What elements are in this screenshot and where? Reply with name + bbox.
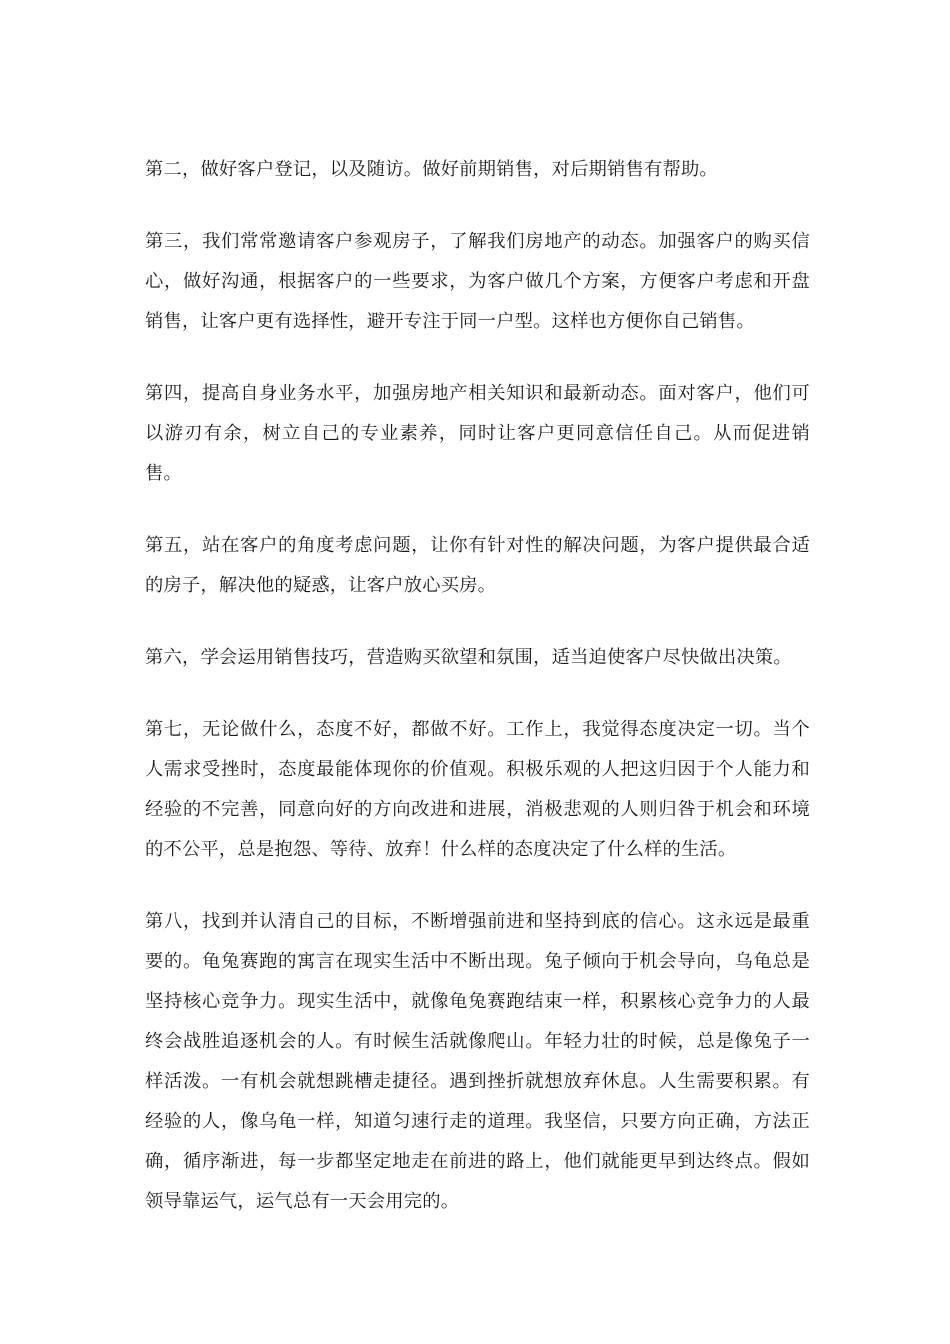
paragraph-5: 第五，站在客户的角度考虑问题，让你有针对性的解决问题，为客户提供最合适的房子，解决他的疑惑，让客户放心买房。 — [145, 535, 810, 596]
paragraph-2: 第二，做好客户登记，以及随访。做好前期销售，对后期销售有帮助。 — [145, 159, 718, 180]
paragraph-6: 第六，学会运用销售技巧，营造购买欲望和氛围，适当迫使客户尽快做出决策。 — [145, 647, 792, 668]
paragraph-3: 第三，我们常常邀请客户参观房子，了解我们房地产的动态。加强客户的购买信心，做好沟通，根据客户的一些要求，为客户做几个方案，方便客户考虑和开盘销售，让客户更有选择性，避开专注于同一户型。这样也方便你自己销售。 — [145, 231, 810, 332]
paragraph-8: 第八，找到并认清自己的目标，不断增强前进和坚持到底的信心。这永远是最重要的。龟兔赛跑的寓言在现实生活中不断出现。兔子倾向于机会导向，乌龟总是坚持核心竞争力。现实生活中，就像龟兔赛跑结束一样，积累核心竞争力的人最终会战胜追逐机会的人。有时候生活就像爬山。年轻力壮的时候，总是像兔子一样活泼。一有机会就想跳槽走捷径。遇到挫折就想放弃休息。人生需要积累。有经验的人，像乌龟一样，知道匀速行走的道理。我坚信，只要方向正确，方法正确，循序渐进，每一步都坚定地走在前进的路上，他们就能更早到达终点。假如领导靠运气，运气总有一天会用完的。 — [145, 911, 810, 1212]
paragraph-7: 第七，无论做什么，态度不好，都做不好。工作上，我觉得态度决定一切。当个人需求受挫时，态度最能体现你的价值观。积极乐观的人把这归因于个人能力和经验的不完善，同意向好的方向改进和进展，消极悲观的人则归咎于机会和环境的不公平，总是抱怨、等待、放弃！什么样的态度决定了什么样的生活。 — [145, 719, 810, 860]
document-body — [145, 150, 810, 1254]
paragraph-4: 第四，提高自身业务水平，加强房地产相关知识和最新动态。面对客户，他们可以游刃有余，树立自己的专业素养，同时让客户更同意信任自己。从而促进销售。 — [145, 383, 810, 484]
